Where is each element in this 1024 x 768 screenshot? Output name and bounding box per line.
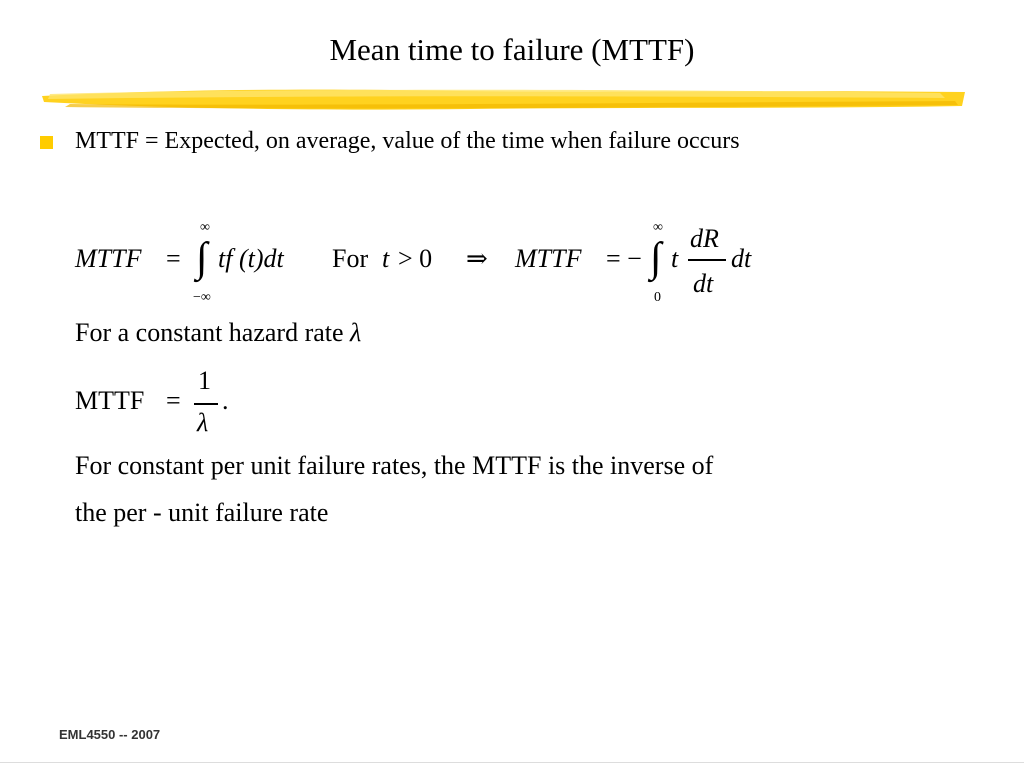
eq1-frac-num: dR: [690, 224, 719, 253]
eq1-lhs2: MTTF: [515, 244, 582, 273]
eq2-lhs: MTTF: [75, 386, 145, 415]
eq1-tail: dt: [731, 244, 752, 273]
bullet-square-icon: [40, 136, 53, 149]
eq2-equals: =: [166, 386, 181, 415]
bullet-text: MTTF = Expected, on average, value of the time when failure occurs: [75, 128, 740, 154]
hazard-rate-line: [75, 318, 361, 348]
eq1-cond-prefix: For: [332, 244, 369, 273]
eq1-lhs: MTTF: [75, 244, 142, 273]
bullet-item: [40, 128, 740, 155]
eq2-fraction-bar: [194, 403, 218, 405]
constant-rates-line: For constant per unit failure rates, the MTTF is the inverse of: [75, 451, 714, 480]
eq1-upper-limit: ∞: [200, 220, 210, 235]
eq1-cond-rest: > 0: [398, 244, 433, 273]
eq1-cond-var: t: [382, 244, 390, 273]
footer-label: EML4550 -- 2007: [59, 727, 161, 742]
integral-sign-icon: ∫: [196, 235, 208, 281]
eq1-fraction-bar: [688, 259, 726, 261]
eq2-frac-den: λ: [197, 408, 209, 437]
hazard-rate-text: For a constant hazard rate: [75, 318, 344, 347]
slide-title: Mean time to failure (MTTF): [329, 32, 695, 67]
lambda-symbol: λ: [350, 318, 362, 347]
title-underline-brush: [40, 82, 970, 114]
eq1-lower-limit: −∞: [193, 290, 211, 305]
eq2-frac-num: 1: [198, 366, 211, 395]
inverse-line: the per - unit failure rate: [75, 498, 329, 527]
bottom-divider: [0, 762, 1024, 763]
implies-arrow-icon: ⇒: [466, 244, 488, 273]
eq1-equals: =: [166, 244, 181, 273]
eq1-upper-limit2: ∞: [653, 220, 663, 235]
eq1-t: t: [671, 244, 679, 273]
eq1-equals2: = −: [606, 244, 642, 273]
eq1-lower-limit2: 0: [654, 290, 661, 305]
eq1-frac-den: dt: [693, 269, 714, 298]
integral-sign-icon-2: ∫: [650, 235, 662, 281]
eq2-dot: .: [222, 386, 229, 415]
eq1-integrand: tf (t)dt: [218, 244, 284, 273]
